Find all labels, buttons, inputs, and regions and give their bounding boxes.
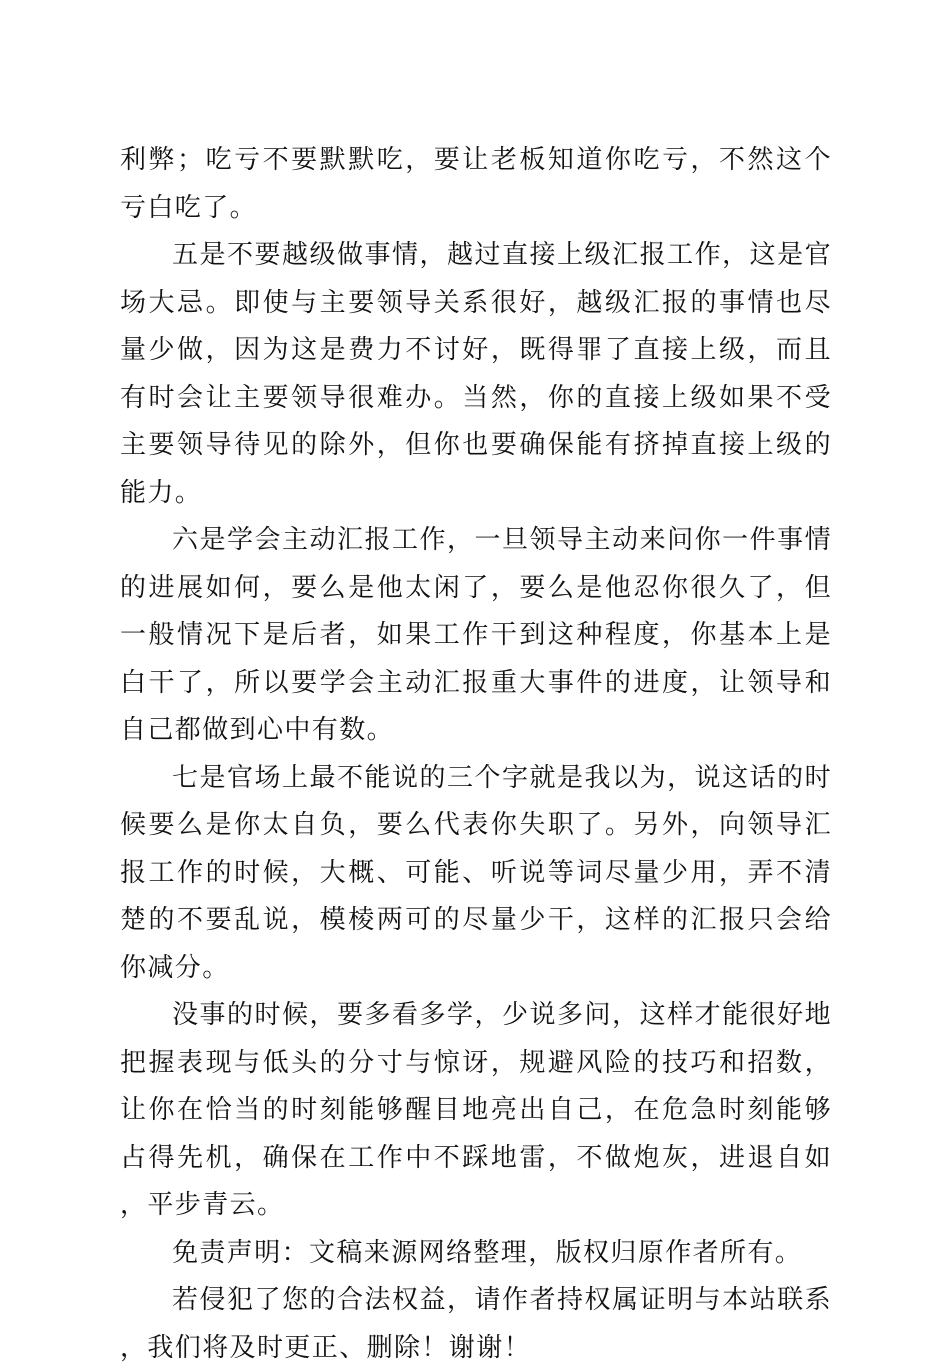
paragraph-point-five: 五是不要越级做事情，越过直接上级汇报工作，这是官场大忌。即使与主要领导关系很好，越级汇报的事情也尽量少做，因为这是费力不讨好，既得罪了直接上级，而且有时会让主要领导很难办。当然，你的直接上级如果不受主要领导待见的除外，但你也要确保能有挤掉直接上级的能力。: [120, 240, 832, 508]
disclaimer-line: 免责声明：文稿来源网络整理，版权归原作者所有。: [172, 1237, 803, 1268]
infringement-notice: 若侵犯了您的合法权益，请作者持权属证明与本站联系，我们将及时更正、删除！谢谢！: [120, 1285, 832, 1363]
paragraph-point-seven: 七是官场上最不能说的三个字就是我以为，说这话的时候要么是你太自负，要么代表你失职了。另外，向领导汇报工作的时候，大概、可能、听说等词尽量少用，弄不清楚的不要乱说，模棱两可的尽量少干，这样的汇报只会给你减分。: [120, 762, 832, 983]
paragraph-point-six: 六是学会主动汇报工作，一旦领导主动来问你一件事情的进展如何，要么是他太闲了，要么是他忍你很久了，但一般情况下是后者，如果工作干到这种程度，你基本上是白干了，所以要学会主动汇报重大事件的进度，让领导和自己都做到心中有数。: [120, 525, 832, 745]
paragraph-continuation: 利弊；吃亏不要默默吃，要让老板知道你吃亏，不然这个亏白吃了。: [120, 145, 832, 223]
paragraph-conclusion: 没事的时候，要多看多学，少说多问，这样才能很好地把握表现与低头的分寸与惊讶，规避风险的技巧和招数，让你在恰当的时刻能够醒目地亮出自己，在危急时刻能够占得先机，确保在工作中不踩地雷，不做炮灰，进退自如，平步青云。: [120, 1000, 832, 1220]
document-body: [120, 137, 832, 1372]
